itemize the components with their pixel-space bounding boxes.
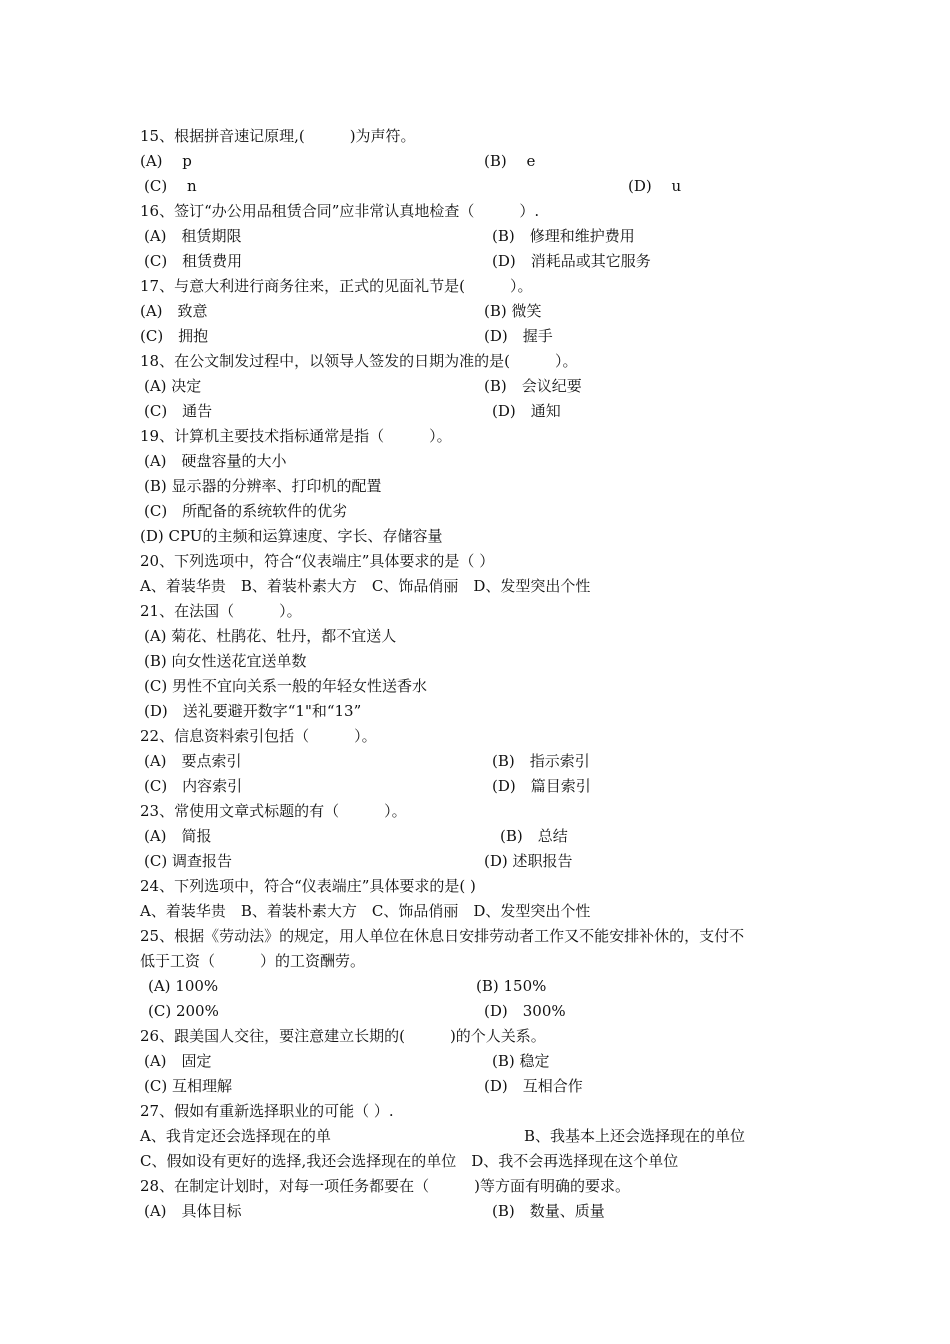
question-27: 27、假如有重新选择职业的可能（ ）.: [140, 1102, 394, 1120]
option-18-c: (C) 通告: [144, 402, 213, 420]
question-25: 25、根据《劳动法》的规定，用人单位在休息日安排劳动者工作又不能安排补休的，支付不: [140, 927, 745, 945]
option-28-a: (A) 具体目标: [144, 1202, 242, 1220]
option-25-d: (D) 300%: [484, 1002, 566, 1020]
option-26-d: (D) 互相合作: [484, 1077, 583, 1095]
option-19-c: (C) 所配备的系统软件的优劣: [144, 502, 348, 520]
option-23-d: (D) 述职报告: [484, 852, 573, 870]
option-21-a: (A) 菊花、杜鹃花、牡丹，都不宜送人: [144, 627, 397, 645]
option-17-b: (B) 微笑: [484, 302, 542, 320]
option-28-b: (B) 数量、质量: [492, 1202, 605, 1220]
option-25-a: (A) 100%: [148, 977, 219, 995]
option-15-c: (C) n: [144, 177, 197, 195]
option-22-b: (B) 指示索引: [492, 752, 590, 770]
option-15-a: (A) p: [140, 152, 192, 170]
option-18-b: (B) 会议纪要: [484, 377, 582, 395]
option-23-a: (A) 简报: [144, 827, 212, 845]
option-25-b: (B) 150%: [476, 977, 547, 995]
option-26-b: (B) 稳定: [492, 1052, 550, 1070]
option-17-c: (C) 拥抱: [140, 327, 209, 345]
option-21-d: (D) 送礼要避开数字“1"和“13”: [144, 702, 362, 720]
options-24: A、着装华贵 B、着装朴素大方 C、饰品俏丽 D、发型突出个性: [140, 902, 591, 920]
option-19-b: (B) 显示器的分辨率、打印机的配置: [144, 477, 382, 495]
question-24: 24、下列选项中，符合“仪表端庄”具体要求的是( ): [140, 877, 476, 895]
question-23: 23、常使用文章式标题的有（ ）。: [140, 802, 407, 820]
option-27-b: B、我基本上还会选择现在的单位: [524, 1127, 746, 1145]
question-26: 26、跟美国人交往，要注意建立长期的( )的个人关系。: [140, 1027, 546, 1045]
option-19-d: (D) CPU的主频和运算速度、字长、存储容量: [140, 527, 443, 545]
option-26-a: (A) 固定: [144, 1052, 212, 1070]
question-17: 17、与意大利进行商务往来，正式的见面礼节是( ）。: [140, 277, 533, 295]
option-23-c: (C) 调查报告: [144, 852, 232, 870]
option-16-c: (C) 租赁费用: [144, 252, 243, 270]
option-22-d: (D) 篇目索引: [492, 777, 591, 795]
option-27-cd: C、假如设有更好的选择,我还会选择现在的单位 D、我不会再选择现在这个单位: [140, 1152, 679, 1170]
option-18-d: (D) 通知: [492, 402, 561, 420]
option-17-a: (A) 致意: [140, 302, 208, 320]
option-21-b: (B) 向女性送花宜送单数: [144, 652, 307, 670]
option-23-b: (B) 总结: [500, 827, 568, 845]
question-25-continued: 低于工资（ ）的工资酬劳。: [140, 952, 366, 970]
option-22-a: (A) 要点索引: [144, 752, 242, 770]
option-26-c: (C) 互相理解: [144, 1077, 232, 1095]
option-19-a: (A) 硬盘容量的大小: [144, 452, 287, 470]
option-27-a: A、我肯定还会选择现在的单: [140, 1127, 331, 1145]
question-21: 21、在法国（ ）。: [140, 602, 302, 620]
option-16-b: (B) 修理和维护费用: [492, 227, 635, 245]
question-20: 20、下列选项中，符合“仪表端庄”具体要求的是（ ）: [140, 552, 495, 570]
options-20: A、着装华贵 B、着装朴素大方 C、饰品俏丽 D、发型突出个性: [140, 577, 591, 595]
option-16-a: (A) 租赁期限: [144, 227, 242, 245]
question-15: 15、根据拼音速记原理,( )为声符。: [140, 127, 416, 145]
option-22-c: (C) 内容索引: [144, 777, 243, 795]
question-19: 19、计算机主要技术指标通常是指（ ）。: [140, 427, 452, 445]
question-28: 28、在制定计划时，对每一项任务都要在（ )等方面有明确的要求。: [140, 1177, 630, 1195]
question-16: 16、签订“办公用品租赁合同”应非常认真地检查（ ）.: [140, 202, 540, 220]
option-25-c: (C) 200%: [148, 1002, 219, 1020]
option-17-d: (D) 握手: [484, 327, 553, 345]
option-18-a: (A) 决定: [144, 377, 202, 395]
option-16-d: (D) 消耗品或其它服务: [492, 252, 651, 270]
option-15-d: (D) u: [628, 177, 682, 195]
option-15-b: (B) e: [484, 152, 536, 170]
option-21-c: (C) 男性不宜向关系一般的年轻女性送香水: [144, 677, 427, 695]
question-18: 18、在公文制发过程中，以领导人签发的日期为准的是( ）。: [140, 352, 578, 370]
question-22: 22、信息资料索引包括（ ）。: [140, 727, 377, 745]
